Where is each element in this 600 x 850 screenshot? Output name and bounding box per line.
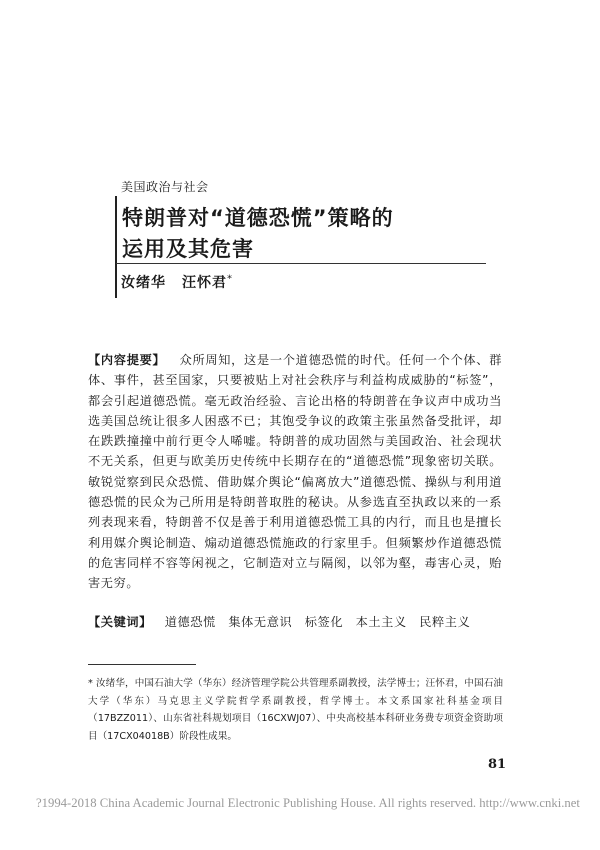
author-wang-huaijun: 汪怀君 [182,275,227,291]
page-number: 81 [488,757,507,772]
copyright-watermark: ?1994-2018 China Academic Journal Electronic Publishing House. All rights reserved. http://www.cnki.net [36,796,580,810]
keywords-label: 【关键词】 [88,615,152,629]
abstract-label: 【内容提要】 [88,353,166,367]
author-footnote: * 汝绪华，中国石油大学（华东）经济管理学院公共管理系副教授，法学博士；汪怀君，中国石油大学（华东）马克思主义学院哲学系副教授，哲学博士。本文系国家社科基金项目（17BZZ011）、山东省社科规划项目（16CXWJ07）、中央高校基本科研业务费专项资金资助项目（17CX04018B）阶段性成果。 [88,678,503,742]
footnote-rule [88,664,196,665]
author-footnote-mark: * [227,273,233,285]
title-rule [116,263,486,264]
author-ru-xuhua: 汝绪华 [121,275,166,291]
title-accent-bar [115,196,117,298]
authors [121,272,233,292]
column-tag: 美国政治与社会 [121,180,209,194]
keywords-text: 道德恐慌 集体无意识 标签化 本土主义 民粹主义 [164,615,471,629]
keywords [88,612,502,632]
abstract [88,350,502,594]
abstract-text: 众所周知，这是一个道德恐慌的时代。任何一个个体、群体、事件，甚至国家，只要被贴上对社会秩序与利益构成威胁的“标签”，都会引起道德恐慌。毫无政治经验、言论出格的特朗普在争议声中成功当选美国总统让很多人困惑不已；其饱受争议的政策主张虽然备受批评，却在跌跌撞撞中前行更令人唏嘘。特朗普的成功固然与美国政治、社会现状不无关系，但更与欧美历史传统中长期存在的“道德恐慌”现象密切关联。敏锐觉察到民众恐慌、借助媒介舆论“偏离放大”道德恐慌、操纵与利用道德恐慌的民众为己所用是特朗普取胜的秘诀。从参选直至执政以来的一系列表现来看，特朗普不仅是善于利用道德恐慌工具的内行，而且也是擅长利用媒介舆论制造、煽动道德恐慌施政的行家里手。但频繁炒作道德恐慌的危害同样不容等闲视之，它制造对立与隔阂，以邻为壑，毒害心灵，贻害无穷。 [88,353,502,591]
article-title-line-2: 运用及其危害 [122,237,254,261]
article-title-line-1: 特朗普对“道德恐慌”策略的 [122,206,394,230]
